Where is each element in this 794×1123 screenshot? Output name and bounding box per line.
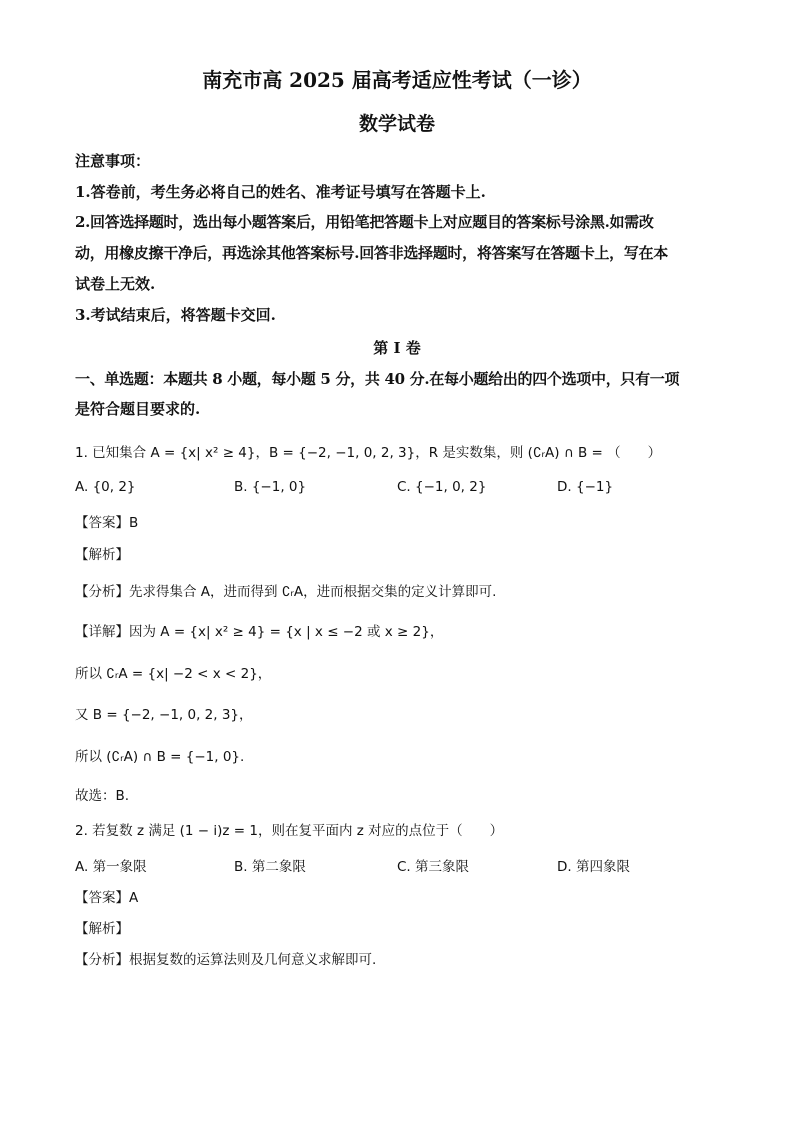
q1-detail: 【详解】因为 A = {x| x² ≥ 4} = {x | x ≤ −2 或 x ≥ 2}， — [75, 624, 444, 640]
q2-option-b: B. 第二象限 — [234, 859, 306, 875]
q2-answer: 【答案】A — [75, 890, 139, 906]
q1-stem: 1. 已知集合 A = {x| x² ≥ 4}，B = {−2, −1, 0, 2, 3}，R 是实数集，则 (∁ᵣA) ∩ B = （ ） — [75, 445, 662, 461]
notice-item-3: 3.考试结束后，将答题卡交回. — [75, 306, 276, 324]
exam-subtitle: 数学试卷 — [358, 113, 435, 135]
q1-step-1: 所以 ∁ᵣA = {x| −2 < x < 2}， — [75, 666, 272, 682]
q1-choice: 故选：B. — [75, 788, 130, 804]
section-heading-line-1: 一、单选题：本题共 8 小题，每小题 5 分，共 40 分.在每小题给出的四个选项中，只有一项 — [75, 370, 680, 388]
exam-title: 南充市高 2025 届高考适应性考试（一诊） — [202, 68, 592, 92]
q1-analysis: 【分析】先求得集合 A，进而得到 ∁ᵣA，进而根据交集的定义计算即可. — [75, 584, 497, 600]
q2-option-a: A. 第一象限 — [75, 859, 147, 875]
q2-option-d: D. 第四象限 — [557, 859, 630, 875]
q1-option-c: C. {−1, 0, 2} — [397, 479, 487, 495]
notice-heading: 注意事项： — [75, 152, 151, 170]
q2-stem: 2. 若复数 z 满足 (1 − i)z = 1，则在复平面内 z 对应的点位于（ ） — [75, 823, 504, 839]
q2-option-c: C. 第三象限 — [397, 859, 470, 875]
q1-option-d: D. {−1} — [557, 479, 614, 495]
q1-step-3: 所以 (∁ᵣA) ∩ B = {−1, 0}. — [75, 749, 245, 765]
q2-analysis-label: 【解析】 — [75, 921, 129, 937]
q1-step-2: 又 B = {−2, −1, 0, 2, 3}， — [75, 707, 253, 723]
notice-item-1: 1.答卷前，考生务必将自己的姓名、准考证号填写在答题卡上. — [75, 183, 486, 201]
q1-option-b: B. {−1, 0} — [234, 479, 307, 495]
q1-option-a: A. {0, 2} — [75, 479, 136, 495]
notice-item-2-line-1: 2.回答选择题时，选出每小题答案后，用铅笔把答题卡上对应题目的答案标号涂黑.如需改 — [75, 213, 654, 231]
notice-item-2-line-2: 动，用橡皮擦干净后，再选涂其他答案标号.回答非选择题时，将答案写在答题卡上，写在本 — [75, 244, 668, 262]
section-heading-line-2: 是符合题目要求的. — [75, 400, 201, 418]
volume-heading: 第 I 卷 — [373, 339, 421, 357]
q1-answer: 【答案】B — [75, 515, 139, 531]
q1-analysis-label: 【解析】 — [75, 547, 129, 563]
q2-analysis: 【分析】根据复数的运算法则及几何意义求解即可. — [75, 952, 377, 968]
notice-item-2-line-3: 试卷上无效. — [75, 275, 156, 293]
